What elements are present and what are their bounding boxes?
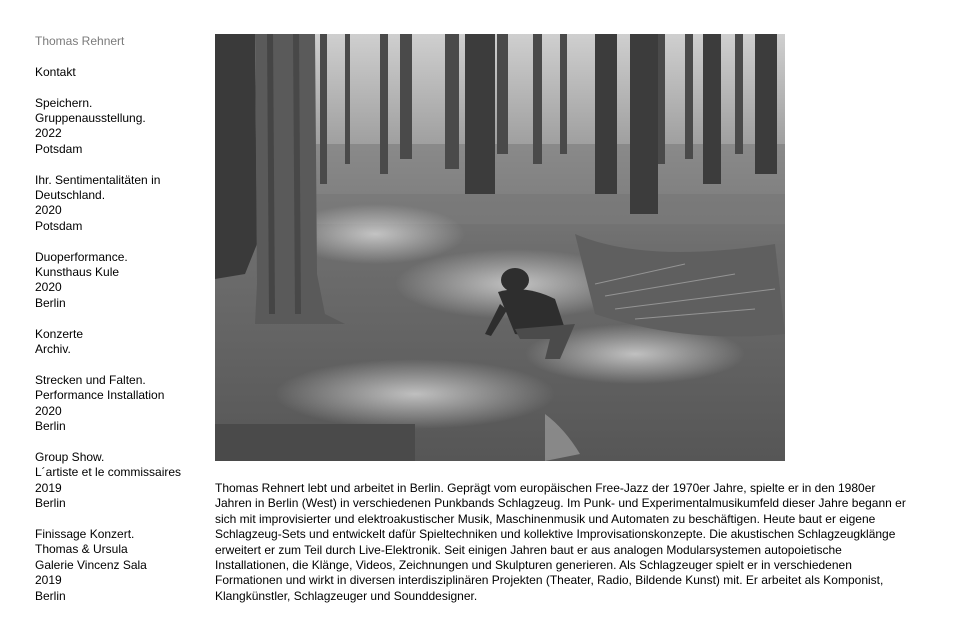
project-entry-line: Berlin bbox=[35, 588, 66, 603]
project-entry-line: 2020 bbox=[35, 203, 62, 218]
project-entry-line: Konzerte bbox=[35, 326, 84, 341]
project-entry[interactable] bbox=[35, 173, 205, 235]
project-entry-line: Ihr. Sentimentalitäten in bbox=[35, 172, 161, 187]
project-entry-line: Galerie Vincenz Sala bbox=[35, 557, 147, 572]
project-entry[interactable] bbox=[35, 527, 205, 604]
project-entry-line: Thomas & Ursula bbox=[35, 542, 128, 557]
project-entry-line: 2020 bbox=[35, 280, 62, 295]
project-entry-line: Berlin bbox=[35, 496, 66, 511]
project-entry-line: L´artiste et le commissaires bbox=[35, 465, 182, 480]
project-entry-line: Group Show. bbox=[35, 449, 105, 464]
bio-text: Thomas Rehnert lebt und arbeitet in Berlin. Geprägt vom europäischen Free-Jazz der 1970er Jahre, spielte er in den 1980er Jahren in Berlin (West) in verschiedenen Punkbands Schlagzeug. Im Punk- und Experimentalmusikumfeld dieser Jahre begann er sich mit improvisierter und elektroakustischer Musik, Maschinenmusik und Automaten zu beschäftigen. Heute baut er eigene Schlagzeug-Sets und entwickelt dafür Spieltechniken und kollektive Improvisationskonzepte. Die akustischen Schlagzeugklänge erweitert er zum Teil durch Live-Elektronik. Seit einigen Jahren baut er aus analogen Modularsystemen autopoietische Installationen, die Klänge, Videos, Zeichnungen und Skulpturen generieren. Als Schlagzeuger spielt er in verschiedenen Formationen und wirkt in diversen interdisziplinären Projekten (Theater, Radio, Bildende Kunst) mit. Er arbeitet als Komponist, Klangkünstler, Schlagzeuger und Sounddesigner. bbox=[215, 481, 906, 603]
site-title-link[interactable]: Thomas Rehnert bbox=[35, 34, 125, 48]
forest-photo bbox=[215, 34, 785, 461]
project-entry[interactable] bbox=[35, 327, 205, 358]
project-entry-line: Speichern. bbox=[35, 95, 93, 110]
project-entry-line: 2020 bbox=[35, 403, 62, 418]
project-entry-line: Performance Installation bbox=[35, 388, 165, 403]
project-entry[interactable] bbox=[35, 450, 205, 512]
project-entry[interactable] bbox=[35, 373, 205, 435]
contact-link[interactable]: Kontakt bbox=[35, 64, 76, 79]
project-entry-line: Berlin bbox=[35, 419, 66, 434]
project-entry-line: Duoperformance. bbox=[35, 249, 128, 264]
project-entry-line: Berlin bbox=[35, 295, 66, 310]
project-entry-line: Deutschland. bbox=[35, 188, 106, 203]
project-list bbox=[35, 96, 205, 604]
project-entry-line: Potsdam bbox=[35, 141, 83, 156]
project-entry-line: Strecken und Falten. bbox=[35, 372, 146, 387]
project-entry-line: 2019 bbox=[35, 480, 62, 495]
project-entry-line: 2022 bbox=[35, 126, 62, 141]
project-entry-line: 2019 bbox=[35, 573, 62, 588]
project-entry-line: Archiv. bbox=[35, 342, 71, 357]
project-entry[interactable] bbox=[35, 96, 205, 158]
sidebar-nav bbox=[35, 34, 205, 619]
project-entry-line: Potsdam bbox=[35, 218, 83, 233]
project-entry[interactable] bbox=[35, 250, 205, 312]
forest-photo-image bbox=[215, 34, 785, 461]
project-entry-line: Kunsthaus Kule bbox=[35, 265, 120, 280]
project-entry-line: Finissage Konzert. bbox=[35, 526, 135, 541]
project-entry-line: Gruppenausstellung. bbox=[35, 111, 146, 125]
